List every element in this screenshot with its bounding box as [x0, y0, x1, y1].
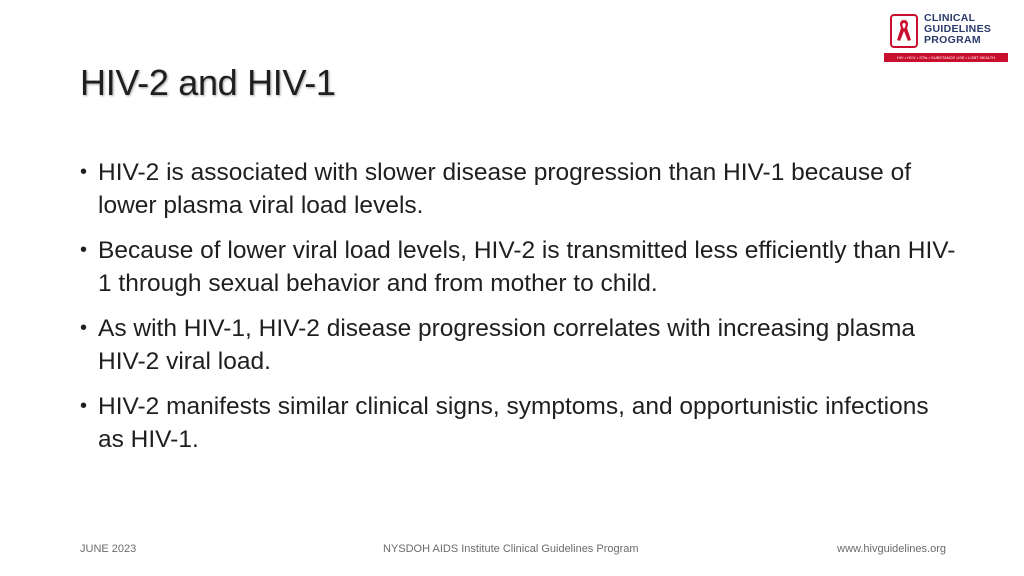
bullet-glyph: •: [80, 239, 88, 261]
logo-text: [924, 13, 991, 46]
footer-date: JUNE 2023: [80, 543, 137, 555]
bullet-text: Because of lower viral load levels, HIV-2 is transmitted less efficiently than HIV-1 through sexual behavior and from mother to child.: [98, 237, 956, 297]
logo-badge: [890, 14, 918, 48]
bullet-item: [80, 156, 960, 222]
bullet-text: As with HIV-1, HIV-2 disease progression correlates with increasing plasma HIV-2 viral load.: [98, 315, 916, 375]
clinical-guidelines-logo: [884, 12, 1008, 64]
red-ribbon-icon: [892, 16, 916, 46]
slide-title: HIV-2 and HIV-1: [80, 62, 336, 103]
logo-line3: PROGRAM: [924, 34, 981, 46]
bullet-list: [80, 156, 960, 468]
bullet-item: [80, 312, 960, 378]
bullet-item: [80, 234, 960, 300]
bullet-text: HIV-2 manifests similar clinical signs, symptoms, and opportunistic infections as HIV-1.: [98, 393, 929, 453]
bullet-glyph: •: [80, 161, 88, 183]
logo-line2: GUIDELINES: [924, 23, 992, 35]
footer-program: NYSDOH AIDS Institute Clinical Guidelines Program: [383, 543, 639, 555]
bullet-text: HIV-2 is associated with slower disease progression than HIV-1 because of lower plasma viral load levels.: [98, 159, 912, 219]
bullet-glyph: •: [80, 395, 88, 417]
logo-line1: CLINICAL: [924, 12, 976, 24]
bullet-glyph: •: [80, 317, 88, 339]
bullet-item: [80, 390, 960, 456]
footer-url[interactable]: www.hivguidelines.org: [837, 543, 946, 555]
logo-tagline: HIV • HCV • STIs • SUBSTANCE USE • LGBT HEALTH: [884, 53, 1008, 62]
